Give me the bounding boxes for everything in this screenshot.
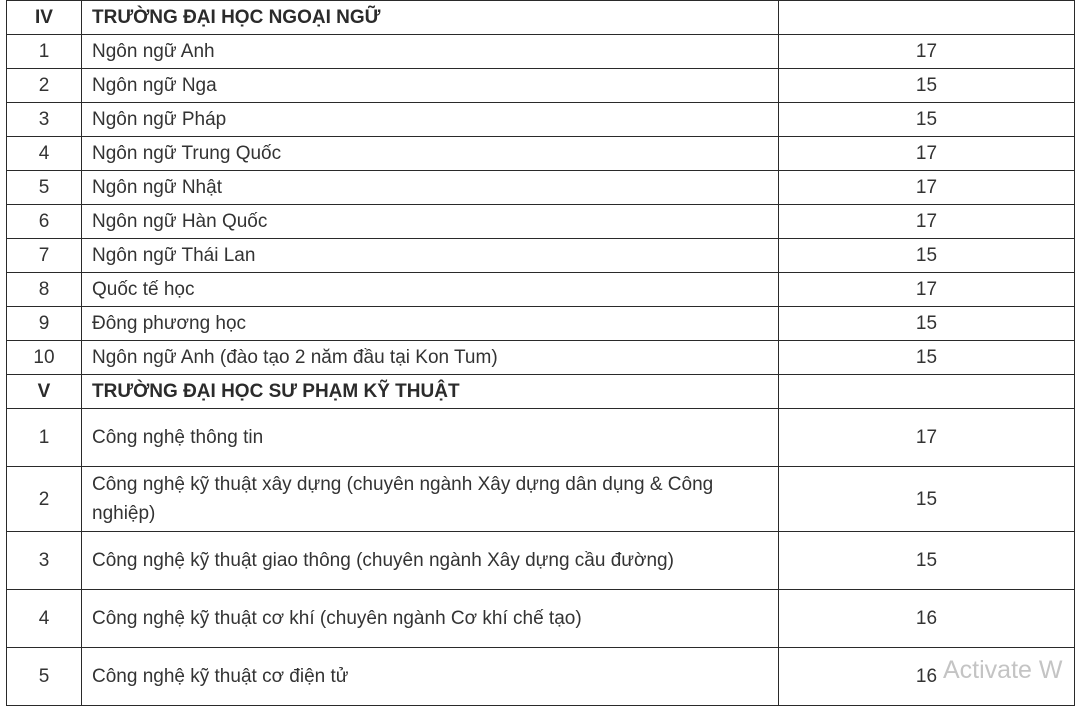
admission-scores-table bbox=[6, 0, 1075, 706]
major-name: Công nghệ kỹ thuật cơ điện tử bbox=[82, 648, 779, 706]
row-number: 2 bbox=[7, 467, 82, 532]
admission-score: 17 bbox=[779, 171, 1075, 205]
table-row bbox=[7, 532, 1075, 590]
section-score-cell bbox=[779, 375, 1075, 409]
row-number: 4 bbox=[7, 590, 82, 648]
admission-score: 16 bbox=[779, 590, 1075, 648]
row-number: 1 bbox=[7, 35, 82, 69]
major-name: Đông phương học bbox=[82, 307, 779, 341]
admission-score: 15 bbox=[779, 341, 1075, 375]
section-header-row bbox=[7, 375, 1075, 409]
table-row bbox=[7, 69, 1075, 103]
table-row bbox=[7, 307, 1075, 341]
table-row bbox=[7, 467, 1075, 532]
row-number: 8 bbox=[7, 273, 82, 307]
admission-score: 17 bbox=[779, 273, 1075, 307]
table-row bbox=[7, 409, 1075, 467]
table-row bbox=[7, 341, 1075, 375]
major-name: Ngôn ngữ Nhật bbox=[82, 171, 779, 205]
admission-score: 17 bbox=[779, 205, 1075, 239]
major-name: Ngôn ngữ Thái Lan bbox=[82, 239, 779, 273]
section-score-cell bbox=[779, 1, 1075, 35]
row-number: 10 bbox=[7, 341, 82, 375]
major-name: Ngôn ngữ Trung Quốc bbox=[82, 137, 779, 171]
admission-score: 15 bbox=[779, 307, 1075, 341]
major-name: Công nghệ kỹ thuật giao thông (chuyên ngành Xây dựng cầu đường) bbox=[82, 532, 779, 590]
table-row bbox=[7, 273, 1075, 307]
section-code: V bbox=[7, 375, 82, 409]
table-row bbox=[7, 35, 1075, 69]
row-number: 5 bbox=[7, 648, 82, 706]
table-row bbox=[7, 205, 1075, 239]
section-code: IV bbox=[7, 1, 82, 35]
section-title: TRƯỜNG ĐẠI HỌC NGOẠI NGỮ bbox=[82, 1, 779, 35]
table-row bbox=[7, 648, 1075, 706]
row-number: 4 bbox=[7, 137, 82, 171]
admission-score: 15 bbox=[779, 467, 1075, 532]
major-name: Ngôn ngữ Pháp bbox=[82, 103, 779, 137]
table-row bbox=[7, 171, 1075, 205]
major-name: Ngôn ngữ Hàn Quốc bbox=[82, 205, 779, 239]
row-number: 6 bbox=[7, 205, 82, 239]
table-row bbox=[7, 590, 1075, 648]
row-number: 3 bbox=[7, 103, 82, 137]
admission-score: 15 bbox=[779, 69, 1075, 103]
admission-score: 17 bbox=[779, 409, 1075, 467]
major-name: Ngôn ngữ Anh bbox=[82, 35, 779, 69]
admission-score: 15 bbox=[779, 103, 1075, 137]
row-number: 2 bbox=[7, 69, 82, 103]
row-number: 3 bbox=[7, 532, 82, 590]
major-name: Công nghệ kỹ thuật xây dựng (chuyên ngành Xây dựng dân dụng & Công nghiệp) bbox=[82, 467, 779, 532]
major-name: Ngôn ngữ Nga bbox=[82, 69, 779, 103]
admission-score: 17 bbox=[779, 35, 1075, 69]
activate-windows-watermark: Activate W bbox=[943, 656, 1063, 684]
admission-score: 15 bbox=[779, 532, 1075, 590]
row-number: 9 bbox=[7, 307, 82, 341]
row-number: 1 bbox=[7, 409, 82, 467]
admission-score: 15 bbox=[779, 239, 1075, 273]
major-name: Quốc tế học bbox=[82, 273, 779, 307]
section-header-row bbox=[7, 1, 1075, 35]
section-title: TRƯỜNG ĐẠI HỌC SƯ PHẠM KỸ THUẬT bbox=[82, 375, 779, 409]
row-number: 5 bbox=[7, 171, 82, 205]
table-row bbox=[7, 103, 1075, 137]
major-name: Ngôn ngữ Anh (đào tạo 2 năm đầu tại Kon Tum) bbox=[82, 341, 779, 375]
admission-score: 17 bbox=[779, 137, 1075, 171]
major-name: Công nghệ kỹ thuật cơ khí (chuyên ngành Cơ khí chế tạo) bbox=[82, 590, 779, 648]
major-name: Công nghệ thông tin bbox=[82, 409, 779, 467]
row-number: 7 bbox=[7, 239, 82, 273]
table-row bbox=[7, 239, 1075, 273]
admission-score: 16 bbox=[779, 648, 1075, 706]
table-row bbox=[7, 137, 1075, 171]
